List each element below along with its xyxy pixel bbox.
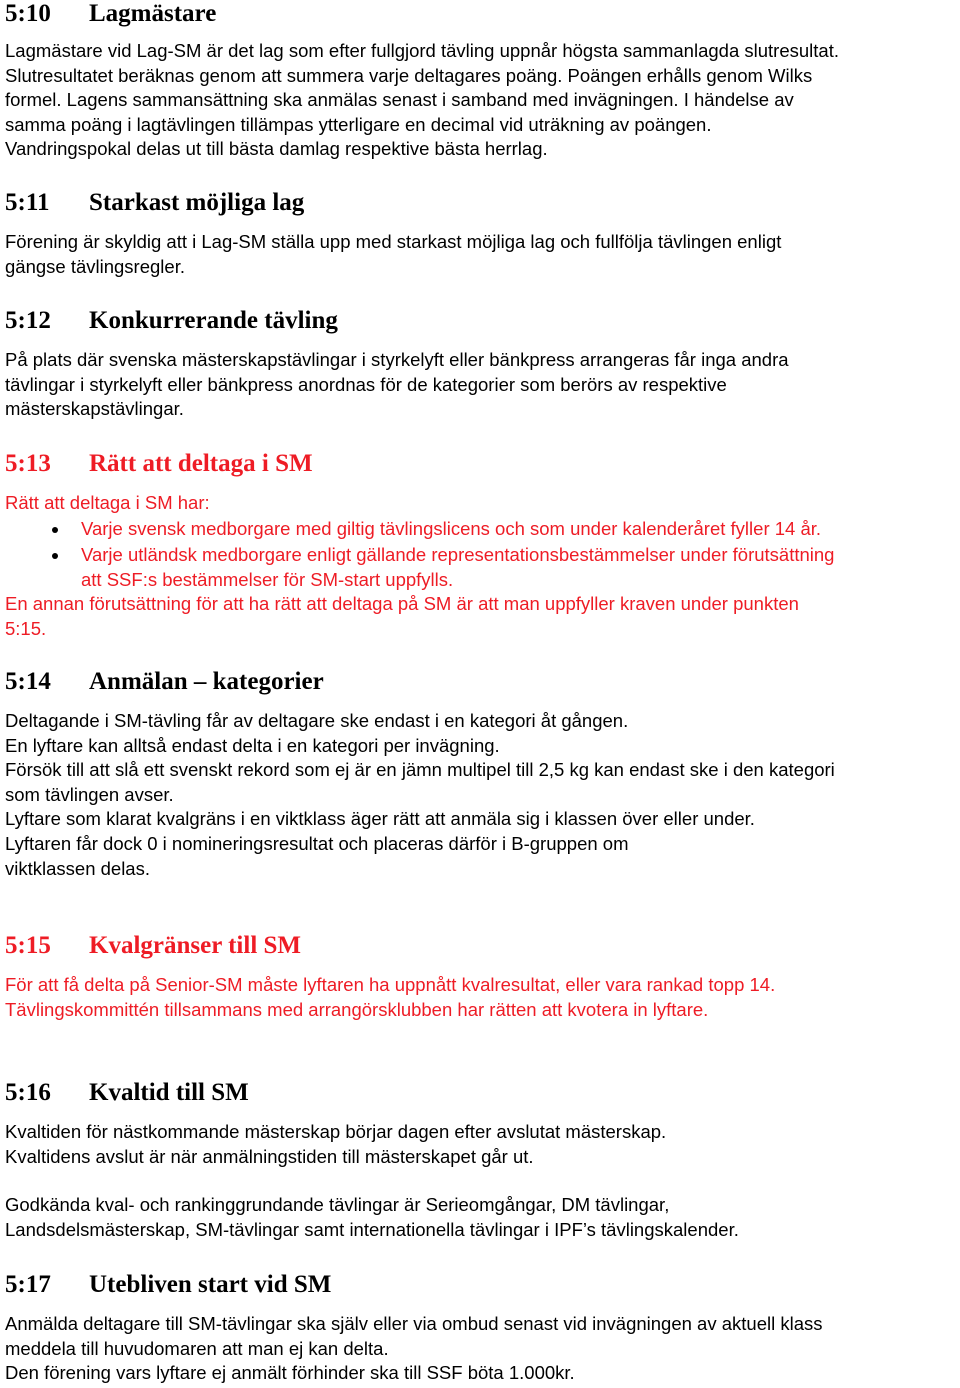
section-heading <box>5 0 957 28</box>
body-line: Lyftare som klarat kvalgräns i en viktklass äger rätt att anmäla sig i klassen över eller under. <box>5 808 755 830</box>
list-item-text: Varje utländsk medborgare enligt gällande representationsbestämmelser under förutsättning <box>81 544 835 565</box>
body-line: Rätt att deltaga i SM har: <box>5 492 210 513</box>
section-heading <box>5 1271 957 1299</box>
body-line: Godkända kval- och rankinggrundande tävlingar är Serieomgångar, DM tävlingar, <box>5 1194 670 1216</box>
section-number: 5:13 <box>5 450 51 477</box>
section-body <box>5 39 957 162</box>
body-line: formel. Lagens sammansättning ska anmälas senast i samband med invägningen. I händelse av <box>5 89 794 111</box>
section-title: Konkurrerande tävling <box>89 307 338 334</box>
section-5-11 <box>5 189 957 279</box>
section-number: 5:11 <box>5 189 50 216</box>
section-heading <box>5 189 957 217</box>
list-item <box>5 543 957 568</box>
body-line: Landsdelsmästerskap, SM-tävlingar samt internationella tävlingar i IPF’s tävlingskalender. <box>5 1218 739 1240</box>
section-heading <box>5 450 957 478</box>
section-5-12 <box>5 307 957 422</box>
list-item-continuation: att SSF:s bestämmelser för SM-start uppfylls. <box>81 568 454 590</box>
body-line: som tävlingen avser. <box>5 783 174 805</box>
body-line: För att få delta på Senior-SM måste lyftaren ha uppnått kvalresultat, eller vara rankad topp 14. <box>5 974 776 995</box>
section-number: 5:12 <box>5 307 51 334</box>
section-heading <box>5 1079 957 1107</box>
section-5-14 <box>5 668 957 881</box>
section-5-16 <box>5 1079 957 1242</box>
section-body <box>5 348 957 422</box>
list-item <box>5 517 957 543</box>
section-5-15 <box>5 932 957 1022</box>
section-number: 5:10 <box>5 0 51 27</box>
section-heading <box>5 668 957 696</box>
body-line: gängse tävlingsregler. <box>5 255 185 277</box>
body-line: tävlingar i styrkelyft eller bänkpress anordnas för de kategorier som berörs av respektive <box>5 373 727 395</box>
section-title: Starkast möjliga lag <box>89 189 305 216</box>
bullet-icon <box>52 527 58 533</box>
section-title: Anmälan – kategorier <box>89 668 324 695</box>
section-body <box>5 491 957 641</box>
body-line: Lagmästare vid Lag-SM är det lag som efter fullgjord tävling uppnår högsta sammanlagda slutresultat. <box>5 40 839 61</box>
body-line: Tävlingskommittén tillsammans med arrangörsklubben har rätten att kvotera in lyftare. <box>5 998 709 1020</box>
section-title: Kvalgränser till SM <box>89 932 302 959</box>
list-item-text: Varje svensk medborgare med giltig tävlingslicens och som under kalenderåret fyller 14 år. <box>81 518 822 539</box>
section-heading <box>5 932 957 960</box>
section-number: 5:14 <box>5 668 51 695</box>
body-line: En lyftare kan alltså endast delta i en kategori per invägning. <box>5 734 500 756</box>
section-body <box>5 1120 957 1242</box>
body-line: Försök till att slå ett svenskt rekord som ej är en jämn multipel till 2,5 kg kan endast ske i den kategori <box>5 759 835 781</box>
body-line: Den förening vars lyftare ej anmält förhinder ska till SSF böta 1.000kr. <box>5 1362 575 1384</box>
body-line: mästerskapstävlingar. <box>5 398 184 420</box>
body-line: Förening är skyldig att i Lag-SM ställa upp med starkast möjliga lag och fullfölja tävlingen enligt <box>5 231 782 252</box>
body-line: Vandringspokal delas ut till bästa damlag respektive bästa herrlag. <box>5 138 548 160</box>
body-line: Kvaltidens avslut är när anmälningstiden till mästerskapet går ut. <box>5 1145 534 1167</box>
section-number: 5:17 <box>5 1271 51 1298</box>
body-line: Slutresultatet beräknas genom att summera varje deltagares poäng. Poängen erhålls genom Wilks <box>5 64 813 86</box>
section-body <box>5 1312 957 1386</box>
section-5-13 <box>5 450 957 641</box>
body-line: Deltagande i SM-tävling får av deltagare ske endast i en kategori åt gången. <box>5 710 629 731</box>
section-heading <box>5 307 957 335</box>
section-body <box>5 973 957 1022</box>
body-line: meddela till huvudomaren att man ej kan delta. <box>5 1337 389 1359</box>
section-body <box>5 230 957 279</box>
body-line: Anmälda deltagare till SM-tävlingar ska själv eller via ombud senast vid invägningen av aktuell klass <box>5 1313 823 1334</box>
body-line: En annan förutsättning för att ha rätt att deltaga på SM är att man uppfyller kraven under punkten <box>5 593 799 615</box>
section-5-17 <box>5 1271 957 1386</box>
body-line: På plats där svenska mästerskapstävlingar i styrkelyft eller bänkpress arrangeras får inga andra <box>5 349 789 370</box>
section-title: Kvaltid till SM <box>89 1079 249 1106</box>
section-number: 5:16 <box>5 1079 51 1106</box>
section-title: Rätt att deltaga i SM <box>89 450 313 477</box>
body-line: samma poäng i lagtävlingen tillämpas ytterligare en decimal vid uträkning av poängen. <box>5 113 712 135</box>
section-5-10 <box>5 0 957 162</box>
section-title: Utebliven start vid SM <box>89 1271 332 1298</box>
section-title: Lagmästare <box>89 0 217 27</box>
body-line: viktklassen delas. <box>5 857 150 879</box>
body-line: Lyftaren får dock 0 i nomineringsresultat och placeras därför i B-gruppen om <box>5 832 629 854</box>
body-line: Kvaltiden för nästkommande mästerskap börjar dagen efter avslutat mästerskap. <box>5 1121 667 1142</box>
section-body <box>5 709 957 881</box>
body-line: 5:15. <box>5 617 47 639</box>
bullet-icon <box>52 553 58 559</box>
section-number: 5:15 <box>5 932 51 959</box>
